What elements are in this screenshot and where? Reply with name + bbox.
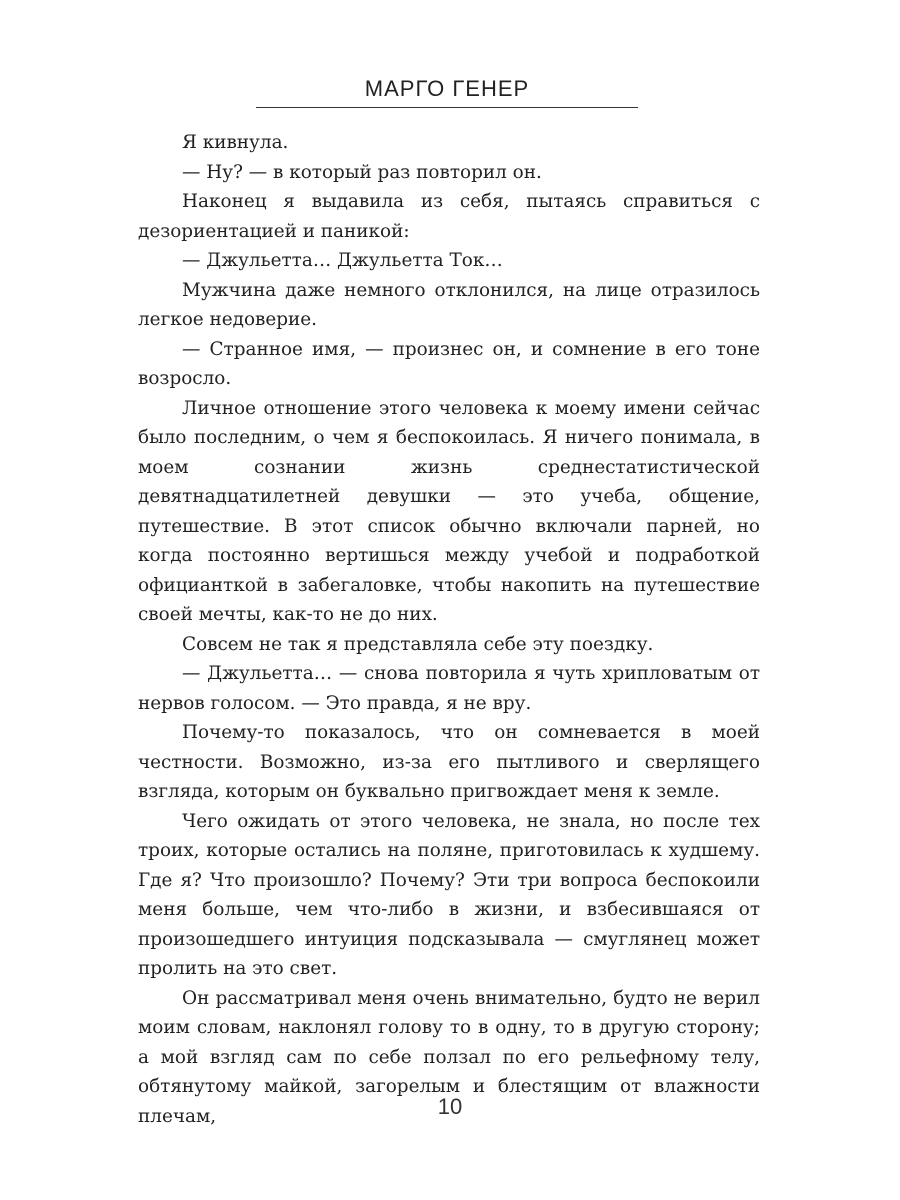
paragraph-7: Личное отношение этого человека к моему имени сейчас было последним, о чем я беспокоилась. Я ничего понимала, в моем сознании жизнь среднестатистической девятнадцатилетней девушки — это учеба, общение, путешествие. В этот список обычно включали парней, но когда постоянно вертишься между учебой и подработкой официанткой в забегаловке, чтобы накопить на путешествие своей мечты, как-то не до них.	[138, 397, 760, 625]
running-head-author: МАРГО ГЕНЕР	[364, 76, 530, 101]
paragraph-9: — Джульетта… — снова повторила я чуть хрипловатым от нервов голосом. — Это правда, я не вру.	[138, 663, 760, 714]
paragraph-6: — Странное имя, — произнес он, и сомнение в его тоне возросло.	[138, 338, 760, 389]
page-number: 10	[437, 1094, 463, 1119]
paragraph-3: Наконец я выдавила из себя, пытаясь справиться с дезориентацией и паникой:	[138, 191, 760, 242]
paragraph-10: Почему-то показалось, что он сомневается в моей честности. Возможно, из-за его пытливого и сверлящего взгляда, которым он буквально пригвождает меня к земле.	[138, 722, 760, 802]
body-text	[138, 128, 760, 1131]
paragraph-8: Совсем не так я представляла себе эту поездку.	[182, 633, 654, 655]
paragraph-5: Мужчина даже немного отклонился, на лице отразилось легкое недоверие.	[138, 279, 760, 330]
paragraph-2: — Ну? — в который раз повторил он.	[182, 161, 542, 183]
paragraph-12: Он рассматривал меня очень внимательно, будто не верил моим словам, наклонял голову то в одну, то в другую сторону; а мой взгляд сам по себе ползал по его рельефному телу, обтянутому майкой, загорелым и блестящим от влажности плечам,	[138, 987, 760, 1127]
paragraph-1: Я кивнула.	[182, 132, 289, 153]
paragraph-11: Чего ожидать от этого человека, не знала, но после тех троих, которые остались на поляне, приготовилась к худшему. Где я? Что произошло? Почему? Эти три вопроса беспокоили меня больше, чем что-либо в жизни, и взбесившаяся от произошедшего интуиция подсказывала — смуглянец может пролить на это свет.	[138, 810, 760, 979]
header-rule	[256, 107, 638, 108]
paragraph-4: — Джульетта… Джульетта Ток…	[182, 250, 503, 271]
